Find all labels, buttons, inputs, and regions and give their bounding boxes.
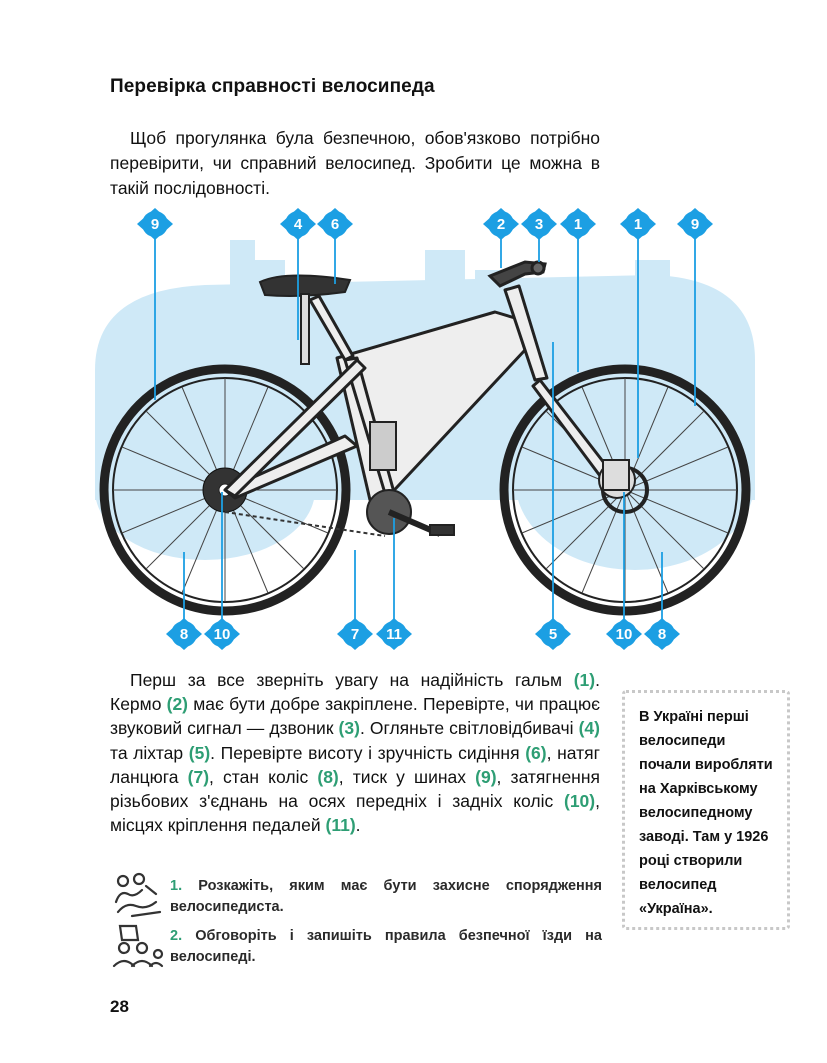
ref-3: (3) <box>338 718 360 739</box>
marker-label: 1 <box>573 216 583 233</box>
marker-label: 8 <box>657 626 667 643</box>
rear-shock <box>370 422 396 470</box>
ref-6: (6) <box>525 742 547 763</box>
marker-top-9-left <box>137 208 173 240</box>
marker-label: 10 <box>213 626 231 643</box>
marker-bottom-10-right <box>606 618 642 650</box>
marker-label: 8 <box>179 626 189 643</box>
marker-top-3 <box>521 208 557 240</box>
marker-bottom-5 <box>535 618 571 650</box>
marker-label: 9 <box>150 216 160 233</box>
ref-7: (7) <box>187 766 210 787</box>
marker-label: 5 <box>548 626 558 643</box>
task-number: 1. <box>170 878 183 894</box>
ref-10: (10) <box>564 791 596 812</box>
marker-bottom-8-right <box>644 618 680 650</box>
ref-1: (1) <box>573 670 596 690</box>
ref-4: (4) <box>578 718 600 739</box>
bicycle-diagram <box>95 200 755 660</box>
task-text: Обговоріть і запишіть правила безпечної їзди на велосипеді. <box>170 928 602 965</box>
fact-note-box <box>622 690 790 930</box>
discussion-group-icon <box>112 872 164 918</box>
checklist-paragraph: Перш за все зверніть увагу на надійність гальм (1). Кермо (2) має бути добре закріплене. Перевірте, чи працює звуковий сигнал — дзвоник (3). Огляньте світловідбивачі (4) та ліхтар (5). Перевірте висоту і зручність сидіння (6), натяг ланцюга (7), стан коліс (8), тиск у шинах (9), затягнення різьбових з'єднань на осях передніх і задніх коліс (10), місцях кріплення педалей (11). <box>110 670 600 836</box>
marker-top-9-right <box>677 208 713 240</box>
task-text: Розкажіть, яким має бути захисне спорядження велосипедиста. <box>170 878 602 915</box>
marker-label: 7 <box>350 626 360 643</box>
ref-2: (2) <box>166 694 189 715</box>
marker-label: 6 <box>330 216 340 233</box>
ref-8: (8) <box>317 766 339 787</box>
group-writing-icon <box>112 922 164 968</box>
ref-11: (11) <box>325 815 356 836</box>
marker-label: 11 <box>386 626 402 643</box>
marker-top-4 <box>280 208 316 240</box>
top-markers <box>137 208 713 240</box>
marker-label: 9 <box>690 216 700 233</box>
bottom-markers <box>166 618 680 650</box>
page-title: Перевірка справності велосипеда <box>110 76 435 97</box>
fact-note-text: В Україні перші велосипеди почали виробляти на Харківському велосипедному заводі. Там у 1926 році створили велосипед «Україна». <box>639 709 773 917</box>
page-number: 28 <box>110 997 129 1016</box>
marker-label: 1 <box>633 216 643 233</box>
task-number: 2. <box>170 928 183 944</box>
marker-label: 10 <box>615 626 633 643</box>
marker-bottom-10-left <box>204 618 240 650</box>
marker-bottom-7 <box>337 618 373 650</box>
marker-label: 4 <box>293 216 303 233</box>
marker-label: 2 <box>496 216 506 233</box>
marker-top-1-b <box>620 208 656 240</box>
marker-label: 3 <box>534 216 544 233</box>
marker-top-2 <box>483 208 519 240</box>
marker-top-6 <box>317 208 353 240</box>
intro-paragraph: Щоб прогулянка була безпечною, обов'язково потрібно перевірити, чи справний велосипед. Зробити це можна в такій послідовності. <box>110 128 600 198</box>
marker-bottom-8-left <box>166 618 202 650</box>
ref-5: (5) <box>188 742 211 763</box>
ref-9: (9) <box>475 766 497 787</box>
marker-top-1-a <box>560 208 596 240</box>
marker-bottom-11 <box>376 618 412 650</box>
disc-brake <box>599 460 635 498</box>
